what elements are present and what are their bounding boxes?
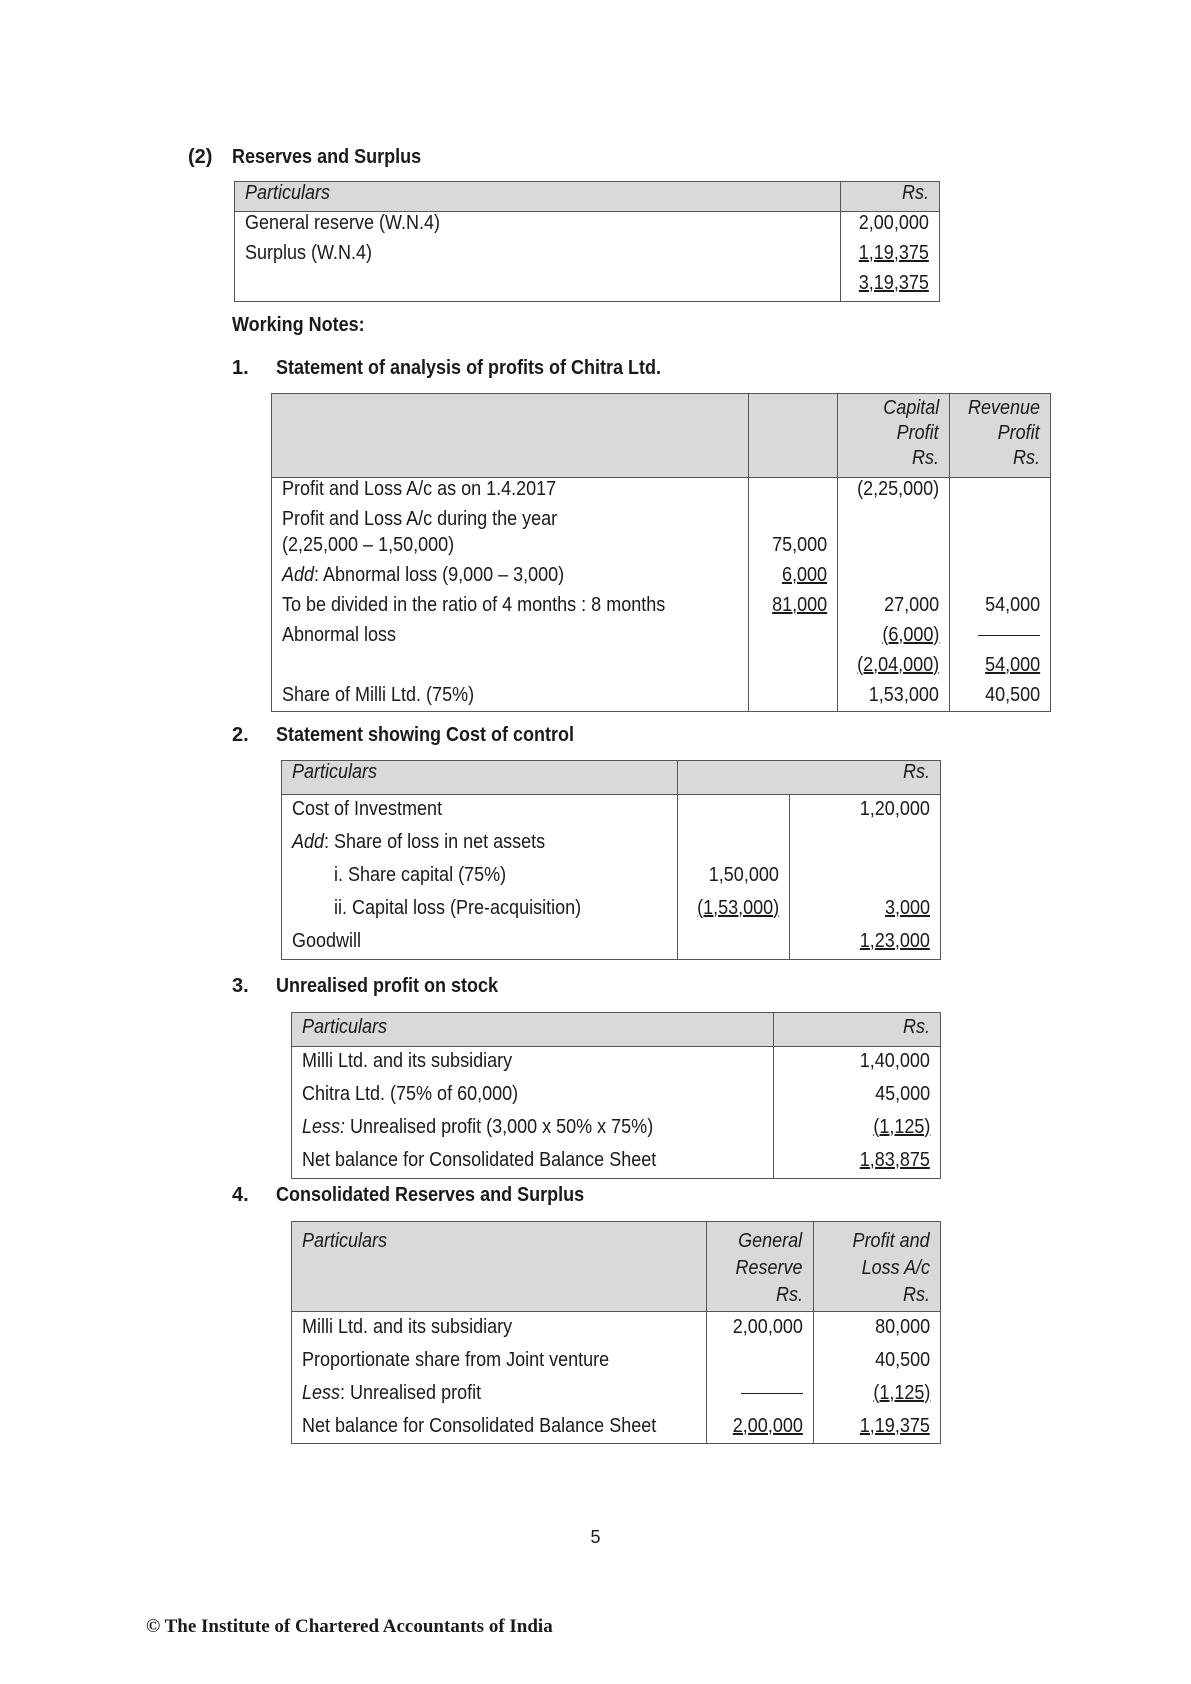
row-amount: 1,50,000 <box>677 861 789 894</box>
row-amount: (1,125) <box>773 1113 941 1146</box>
row-amount: 6,000 <box>748 564 837 594</box>
header-general-reserve: General Reserve Rs. <box>706 1222 813 1312</box>
header-revenue-profit: Revenue Profit Rs. <box>949 394 1050 478</box>
row-amount: (1,53,000) <box>677 894 789 927</box>
row-label: General reserve (W.N.4) <box>235 212 841 242</box>
row-total: 3,19,375 <box>841 272 940 302</box>
header-capital-profit: Capital Profit Rs. <box>837 394 949 478</box>
row-revenue: 40,500 <box>949 684 1050 712</box>
table-row <box>292 1047 941 1080</box>
row-revenue: 54,000 <box>949 594 1050 624</box>
row-profit-loss: 40,500 <box>813 1345 940 1378</box>
row-amount: 45,000 <box>773 1080 941 1113</box>
row-label: Net balance for Consolidated Balance Sheet <box>292 1146 774 1179</box>
row-amount <box>748 684 837 712</box>
row-revenue <box>949 534 1050 564</box>
table-row <box>292 1312 941 1345</box>
row-label: Milli Ltd. and its subsidiary <box>292 1312 707 1345</box>
table-row <box>282 828 941 861</box>
table-row <box>282 795 941 828</box>
row-label: (2,25,000 – 1,50,000) <box>272 534 749 564</box>
table-row <box>272 594 1051 624</box>
row-label <box>272 654 749 684</box>
header-particulars: Particulars <box>292 1222 707 1312</box>
row-label: Abnormal loss <box>272 624 749 654</box>
working-notes-title: Working Notes: <box>232 314 365 336</box>
row-capital: 1,53,000 <box>837 684 949 712</box>
row-label: Add: Share of loss in net assets <box>282 828 678 861</box>
row-label: Profit and Loss A/c during the year <box>272 508 749 534</box>
consolidated-reserves-table <box>291 1221 941 1444</box>
row-label: Net balance for Consolidated Balance Sheet <box>292 1411 707 1444</box>
row-amount: 2,00,000 <box>841 212 940 242</box>
blank-line <box>741 1392 803 1394</box>
header-amount <box>748 394 837 478</box>
section-title: Reserves and Surplus <box>232 146 422 168</box>
table-row <box>282 927 941 960</box>
analysis-of-profits-table <box>271 393 1051 712</box>
row-label: Less: Unrealised profit <box>292 1378 707 1411</box>
table-row <box>292 1411 941 1444</box>
row-capital <box>837 508 949 534</box>
row-capital: (2,04,000) <box>837 654 949 684</box>
row-capital: (6,000) <box>837 624 949 654</box>
row-total: 3,000 <box>789 894 940 927</box>
row-amount: 75,000 <box>748 534 837 564</box>
note-title: Statement showing Cost of control <box>276 724 575 746</box>
row-amount <box>677 828 789 861</box>
header-particulars: Particulars <box>282 761 678 795</box>
row-amount: 1,83,875 <box>773 1146 941 1179</box>
row-profit-loss: (1,125) <box>813 1378 940 1411</box>
row-total: 1,20,000 <box>789 795 940 828</box>
blank-line <box>978 634 1040 636</box>
table-row <box>292 1113 941 1146</box>
row-label: Goodwill <box>282 927 678 960</box>
row-capital: 27,000 <box>837 594 949 624</box>
row-label: Add: Abnormal loss (9,000 – 3,000) <box>272 564 749 594</box>
row-label: i. Share capital (75%) <box>282 861 678 894</box>
table-row <box>292 1146 941 1179</box>
row-revenue <box>949 478 1050 508</box>
reserves-surplus-table <box>234 181 940 302</box>
table-row <box>272 654 1051 684</box>
row-profit-loss: 1,19,375 <box>813 1411 940 1444</box>
row-label: To be divided in the ratio of 4 months : 8 months <box>272 594 749 624</box>
row-amount: 1,19,375 <box>841 242 940 272</box>
row-label: Less: Unrealised profit (3,000 x 50% x 75%) <box>292 1113 774 1146</box>
table-row <box>272 624 1051 654</box>
row-label: Milli Ltd. and its subsidiary <box>292 1047 774 1080</box>
row-amount <box>748 654 837 684</box>
header-particulars: Particulars <box>235 182 841 212</box>
row-total <box>789 861 940 894</box>
row-label: Proportionate share from Joint venture <box>292 1345 707 1378</box>
row-amount: 81,000 <box>748 594 837 624</box>
row-revenue: 54,000 <box>949 654 1050 684</box>
row-amount <box>748 478 837 508</box>
row-amount <box>677 927 789 960</box>
row-label: Profit and Loss A/c as on 1.4.2017 <box>272 478 749 508</box>
row-total: 1,23,000 <box>789 927 940 960</box>
row-general-reserve: 2,00,000 <box>706 1411 813 1444</box>
section-number: (2) <box>188 146 213 168</box>
row-general-reserve: 2,00,000 <box>706 1312 813 1345</box>
row-amount <box>748 508 837 534</box>
table-row <box>235 272 940 302</box>
table-row <box>282 861 941 894</box>
row-label: Chitra Ltd. (75% of 60,000) <box>292 1080 774 1113</box>
header-particulars: Particulars <box>292 1013 774 1047</box>
row-label: Share of Milli Ltd. (75%) <box>272 684 749 712</box>
row-revenue <box>949 564 1050 594</box>
row-amount: 1,40,000 <box>773 1047 941 1080</box>
table-row <box>272 684 1051 712</box>
row-label: ii. Capital loss (Pre-acquisition) <box>282 894 678 927</box>
header-rs: Rs. <box>773 1013 941 1047</box>
header-rs: Rs. <box>841 182 940 212</box>
table-row <box>292 1080 941 1113</box>
note-number: 2. <box>232 724 249 746</box>
table-row <box>272 564 1051 594</box>
row-profit-loss: 80,000 <box>813 1312 940 1345</box>
row-revenue <box>949 624 1050 654</box>
header-profit-loss: Profit and Loss A/c Rs. <box>813 1222 940 1312</box>
row-label: Surplus (W.N.4) <box>235 242 841 272</box>
table-row <box>272 534 1051 564</box>
note-title: Consolidated Reserves and Surplus <box>276 1184 585 1206</box>
note-title: Statement of analysis of profits of Chitra Ltd. <box>276 357 662 379</box>
row-label: Cost of Investment <box>282 795 678 828</box>
header-particulars <box>272 394 749 478</box>
row-capital: (2,25,000) <box>837 478 949 508</box>
row-total <box>789 828 940 861</box>
table-row <box>235 242 940 272</box>
row-capital <box>837 534 949 564</box>
note-number: 3. <box>232 975 249 997</box>
row-amount <box>748 624 837 654</box>
row-revenue <box>949 508 1050 534</box>
page-number: 5 <box>590 1527 601 1547</box>
note-title: Unrealised profit on stock <box>276 975 499 997</box>
table-row <box>282 894 941 927</box>
unrealised-profit-table <box>291 1012 941 1179</box>
table-row <box>272 508 1051 534</box>
row-amount <box>677 795 789 828</box>
row-label <box>235 272 841 302</box>
footer-copyright: © The Institute of Chartered Accountants of India <box>146 1616 553 1637</box>
table-row <box>292 1378 941 1411</box>
header-rs: Rs. <box>677 761 940 795</box>
row-general-reserve <box>706 1345 813 1378</box>
row-capital <box>837 564 949 594</box>
table-row <box>235 212 940 242</box>
row-general-reserve <box>706 1378 813 1411</box>
table-row <box>272 478 1051 508</box>
note-number: 1. <box>232 357 249 379</box>
table-row <box>292 1345 941 1378</box>
note-number: 4. <box>232 1184 249 1206</box>
cost-of-control-table <box>281 760 941 960</box>
